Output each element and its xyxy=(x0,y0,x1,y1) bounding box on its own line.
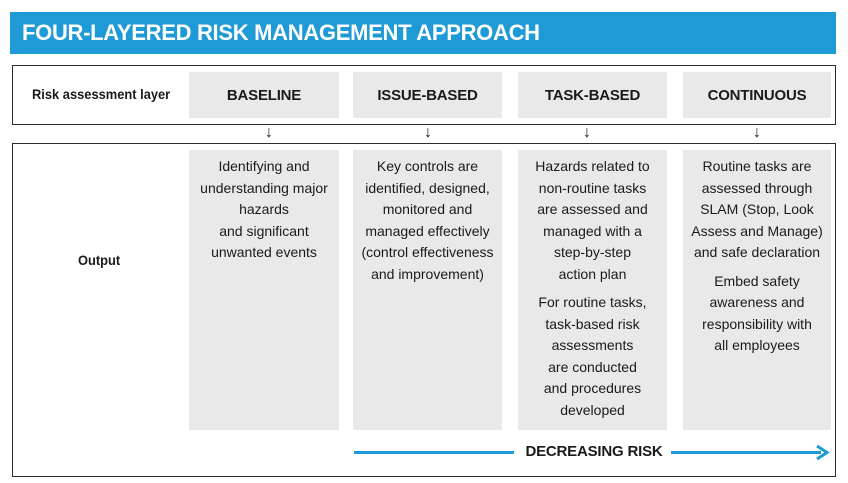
risk-arrow-line-left xyxy=(354,451,514,454)
output-paragraph xyxy=(524,292,661,421)
output-line: and improvement) xyxy=(371,265,484,282)
output-line: monitored and xyxy=(382,201,473,217)
output-line: and procedures xyxy=(543,380,642,396)
risk-axis-label: DECREASING RISK xyxy=(525,443,663,460)
output-line: are assessed and xyxy=(537,201,648,217)
output-line: step-by-step xyxy=(553,244,632,260)
output-line: Assess and Manage) xyxy=(691,222,823,239)
output-line: (control effectiveness xyxy=(361,244,494,260)
output-line: Embed safety xyxy=(714,272,800,289)
output-line: all employees xyxy=(714,337,800,353)
page-title: FOUR-LAYERED RISK MANAGEMENT APPROACH xyxy=(10,12,836,54)
layer-head-issue-based: ISSUE-BASED xyxy=(353,72,502,118)
layer-head-continuous: CONTINUOUS xyxy=(683,72,831,118)
row-label-layer: Risk assessment layer xyxy=(32,86,171,102)
output-line: Identifying and xyxy=(218,158,310,174)
output-paragraph xyxy=(689,271,825,357)
arrow-right-icon xyxy=(814,444,830,461)
output-task-based xyxy=(518,150,667,430)
output-line: Key controls are xyxy=(376,158,479,174)
down-arrow-icon: ↓ xyxy=(424,124,432,141)
output-issue-based xyxy=(353,150,502,430)
risk-arrow-line-right xyxy=(671,451,821,454)
output-line: assessed through xyxy=(701,179,813,196)
output-line: Hazards related to xyxy=(535,158,650,174)
output-paragraph xyxy=(689,156,825,264)
output-line: SLAM (Stop, Look xyxy=(700,201,814,217)
output-line: and safe declaration xyxy=(693,244,821,260)
output-line: assessments xyxy=(551,337,634,353)
output-paragraph xyxy=(195,156,333,264)
row-label-output: Output xyxy=(78,252,121,268)
output-paragraph xyxy=(524,156,661,285)
output-line: awareness and xyxy=(709,294,805,310)
output-line: hazards xyxy=(239,201,289,217)
output-line: non-routine tasks xyxy=(538,179,647,196)
output-line: managed with a xyxy=(543,222,642,239)
output-baseline xyxy=(189,150,339,430)
output-line: task-based risk xyxy=(545,315,640,332)
output-line: identified, designed, xyxy=(365,179,490,196)
layer-head-baseline: BASELINE xyxy=(189,72,339,118)
output-line: and significant xyxy=(219,222,309,239)
output-line: unwanted events xyxy=(211,244,317,260)
output-line: responsibility with xyxy=(702,315,812,332)
output-line: are conducted xyxy=(548,358,637,375)
output-line: For routine tasks, xyxy=(538,294,647,310)
output-line: action plan xyxy=(558,265,627,282)
layer-head-task-based: TASK-BASED xyxy=(518,72,667,118)
output-continuous xyxy=(683,150,831,430)
down-arrow-icon: ↓ xyxy=(753,124,761,141)
down-arrow-icon: ↓ xyxy=(265,124,273,141)
output-line: Routine tasks are xyxy=(702,158,812,174)
output-line: understanding major xyxy=(200,179,328,196)
down-arrow-icon: ↓ xyxy=(583,124,591,141)
output-paragraph xyxy=(359,156,496,285)
output-line: developed xyxy=(560,401,625,418)
output-line: managed effectively xyxy=(365,222,490,239)
